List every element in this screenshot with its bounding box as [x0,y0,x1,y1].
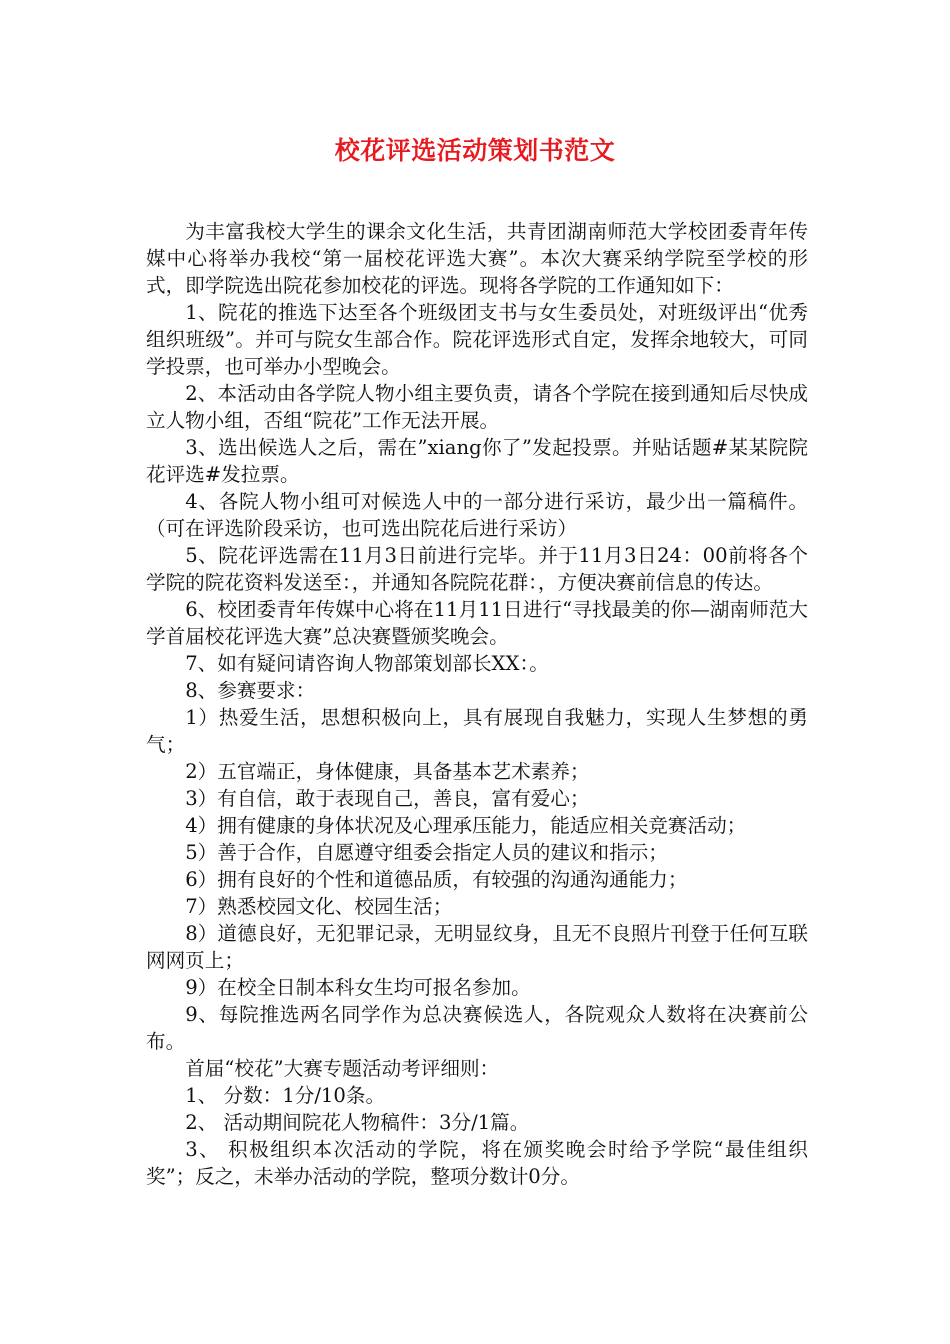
item-2-paragraph: 2、本活动由各学院人物小组主要负责，请各个学院在接到通知后尽快成立人物小组，否组“院花”工作无法开展。 [146,382,808,432]
item-4-paragraph: 4、各院人物小组可对候选人中的一部分进行采访，最少出一篇稿件。（可在评选阶段采访，也可选出院花后进行采访） [146,490,808,540]
scoring-rule-2: 2、 活动期间院花人物稿件：3分/1篇。 [185,1111,530,1134]
requirement-3: 3）有自信，敢于表现自己，善良，富有爱心； [185,787,590,810]
requirement-4: 4）拥有健康的身体状况及心理承压能力，能适应相关竞赛活动； [185,814,747,837]
requirement-9: 9）在校全日制本科女生均可报名参加。 [185,976,531,999]
requirement-1: 1）热爱生活，思想积极向上，具有展现自我魅力，实现人生梦想的勇气； [146,706,808,756]
item-1-paragraph: 1、院花的推选下达至各个班级团支书与女生委员处，对班级评出“优秀组织班级”。并可与院女生部合作。院花评选形式自定，发挥余地较大，可同学投票，也可举办小型晚会。 [146,301,808,378]
scoring-rule-1: 1、 分数：1分/10条。 [185,1084,386,1107]
requirement-5: 5）善于合作，自愿遵守组委会指定人员的建议和指示； [185,841,668,864]
item-5-paragraph: 5、院花评选需在11月3日前进行完毕。并于11月3日24：00前将各个学院的院花资料发送至：，并通知各院院花群：，方便决赛前信息的传达。 [146,544,808,594]
requirement-7: 7）熟悉校园文化、校园生活； [185,895,453,918]
intro-paragraph: 为丰富我校大学生的课余文化生活，共青团湖南师范大学校团委青年传媒中心将举办我校“第一届校花评选大赛”。本次大赛采纳学院至学校的形式，即学院选出院花参加校花的评选。现将各学院的工作通知如下： [146,220,808,297]
item-8-heading: 8、参赛要求： [185,679,316,702]
scoring-heading: 首届“校花”大赛专题活动考评细则： [185,1057,500,1080]
requirement-8: 8）道德良好，无犯罪记录，无明显纹身，且无不良照片刊登于任何互联网网页上； [146,922,808,972]
scoring-rule-3: 3、 积极组织本次活动的学院，将在颁奖晚会时给予学院“最佳组织奖”；反之，未举办活动的学院，整项分数计0分。 [146,1138,808,1188]
document-title: 校花评选活动策划书范文 [334,136,616,165]
requirement-6: 6）拥有良好的个性和道德品质，有较强的沟通沟通能力； [185,868,688,891]
requirement-2: 2）五官端正，身体健康，具备基本艺术素养； [185,760,590,783]
document-body [146,218,808,1190]
item-9-paragraph: 9、每院推选两名同学作为总决赛候选人，各院观众人数将在决赛前公布。 [146,1003,808,1053]
item-6-paragraph: 6、校团委青年传媒中心将在11月11日进行“寻找最美的你—湖南师范大学首届校花评选大赛”总决赛暨颁奖晚会。 [146,598,808,648]
item-3-paragraph: 3、选出候选人之后，需在”xiang你了”发起投票。并贴话题#某某院院花评选#发拉票。 [146,436,808,486]
item-7-paragraph: 7、如有疑问请咨询人物部策划部长XX：。 [185,652,549,675]
